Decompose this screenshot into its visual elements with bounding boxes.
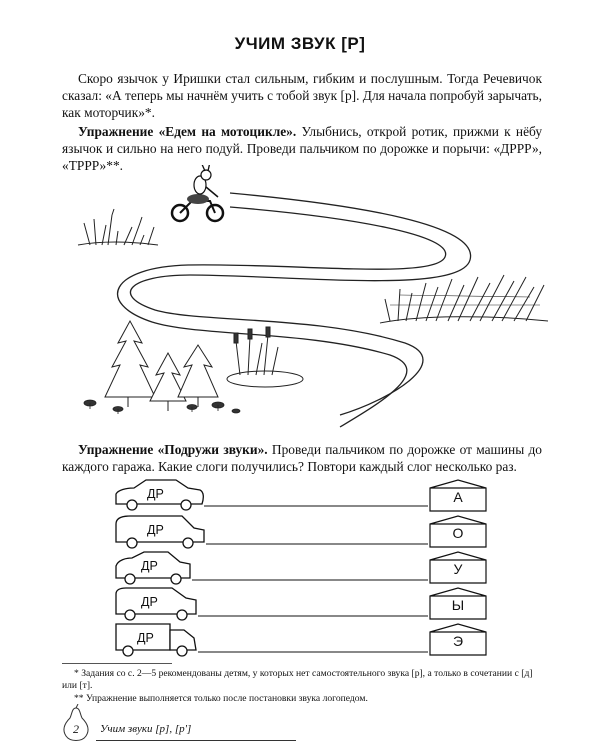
exercise-2-paragraph xyxy=(62,441,542,475)
garage-5-letter: Э xyxy=(452,633,464,649)
row-4 xyxy=(112,586,532,622)
exercise-1-title: Упражнение «Едем на мотоцикле». xyxy=(78,124,297,139)
row-2-label: ДР xyxy=(147,523,164,537)
page-title: УЧИМ ЗВУК [Р] xyxy=(234,34,366,53)
row-2 xyxy=(112,514,532,550)
running-head-rule xyxy=(96,740,296,741)
exercise-1-text: Улыбнись, открой ротик, прижми к нёбу язычок и сильно на него подуй. Проведи пальчиком по дорожке и порычи: «ДРРР», «ТРРР»**. xyxy=(62,124,543,173)
intro-paragraph: Скоро язычок у Иришки стал сильным, гибким и послушным. Тогда Речевичок сказал: «А теперь мы начнём учить с тобой звук [р]. Для начала попробуй зарычать, как моторчик»*. xyxy=(62,71,542,120)
row-1-label: ДР xyxy=(147,487,164,501)
garage-2 xyxy=(428,514,488,548)
garage-4-letter: Ы xyxy=(451,597,465,613)
running-head: Учим звуки [р], [р'] xyxy=(100,723,192,735)
road-illustration xyxy=(60,165,550,430)
bushes-icon xyxy=(380,275,548,323)
exercise-2-text: Проведи пальчиком по дорожке от машины до каждого гаража. Какие слоги получились? Повтори каждый слог несколько раз. xyxy=(62,442,542,474)
footnote-1: * Задания со с. 2—5 рекомендованы детям, у которых нет самостоятельного звука [р], а только в сочетании с [д] или [т]. xyxy=(62,668,533,691)
garage-4 xyxy=(428,586,488,620)
garage-2-letter: О xyxy=(452,525,464,541)
row-5 xyxy=(112,622,532,658)
row-5-label: ДР xyxy=(137,631,154,645)
row-4-label: ДР xyxy=(141,595,158,609)
footnote-divider xyxy=(62,663,172,664)
row-3-label: ДР xyxy=(141,559,158,573)
row-1 xyxy=(112,478,532,514)
garage-1-letter: А xyxy=(453,489,463,505)
mushrooms-icon xyxy=(84,400,240,414)
row-3 xyxy=(112,550,532,586)
exercise-2-title: Упражнение «Подружи звуки». xyxy=(78,442,268,457)
footnote-2: ** Упражнение выполняется только после постановки звука логопедом. xyxy=(74,693,368,704)
vehicle-garage-rows xyxy=(112,478,532,658)
fir-trees-icon xyxy=(105,321,218,411)
garage-3 xyxy=(428,550,488,584)
grass-icon xyxy=(78,209,158,245)
page-number: 2 xyxy=(73,722,79,736)
motorcycle-hare-icon xyxy=(172,165,223,221)
garage-5 xyxy=(428,622,488,656)
garage-1 xyxy=(428,478,488,512)
garage-3-letter: У xyxy=(453,561,463,577)
